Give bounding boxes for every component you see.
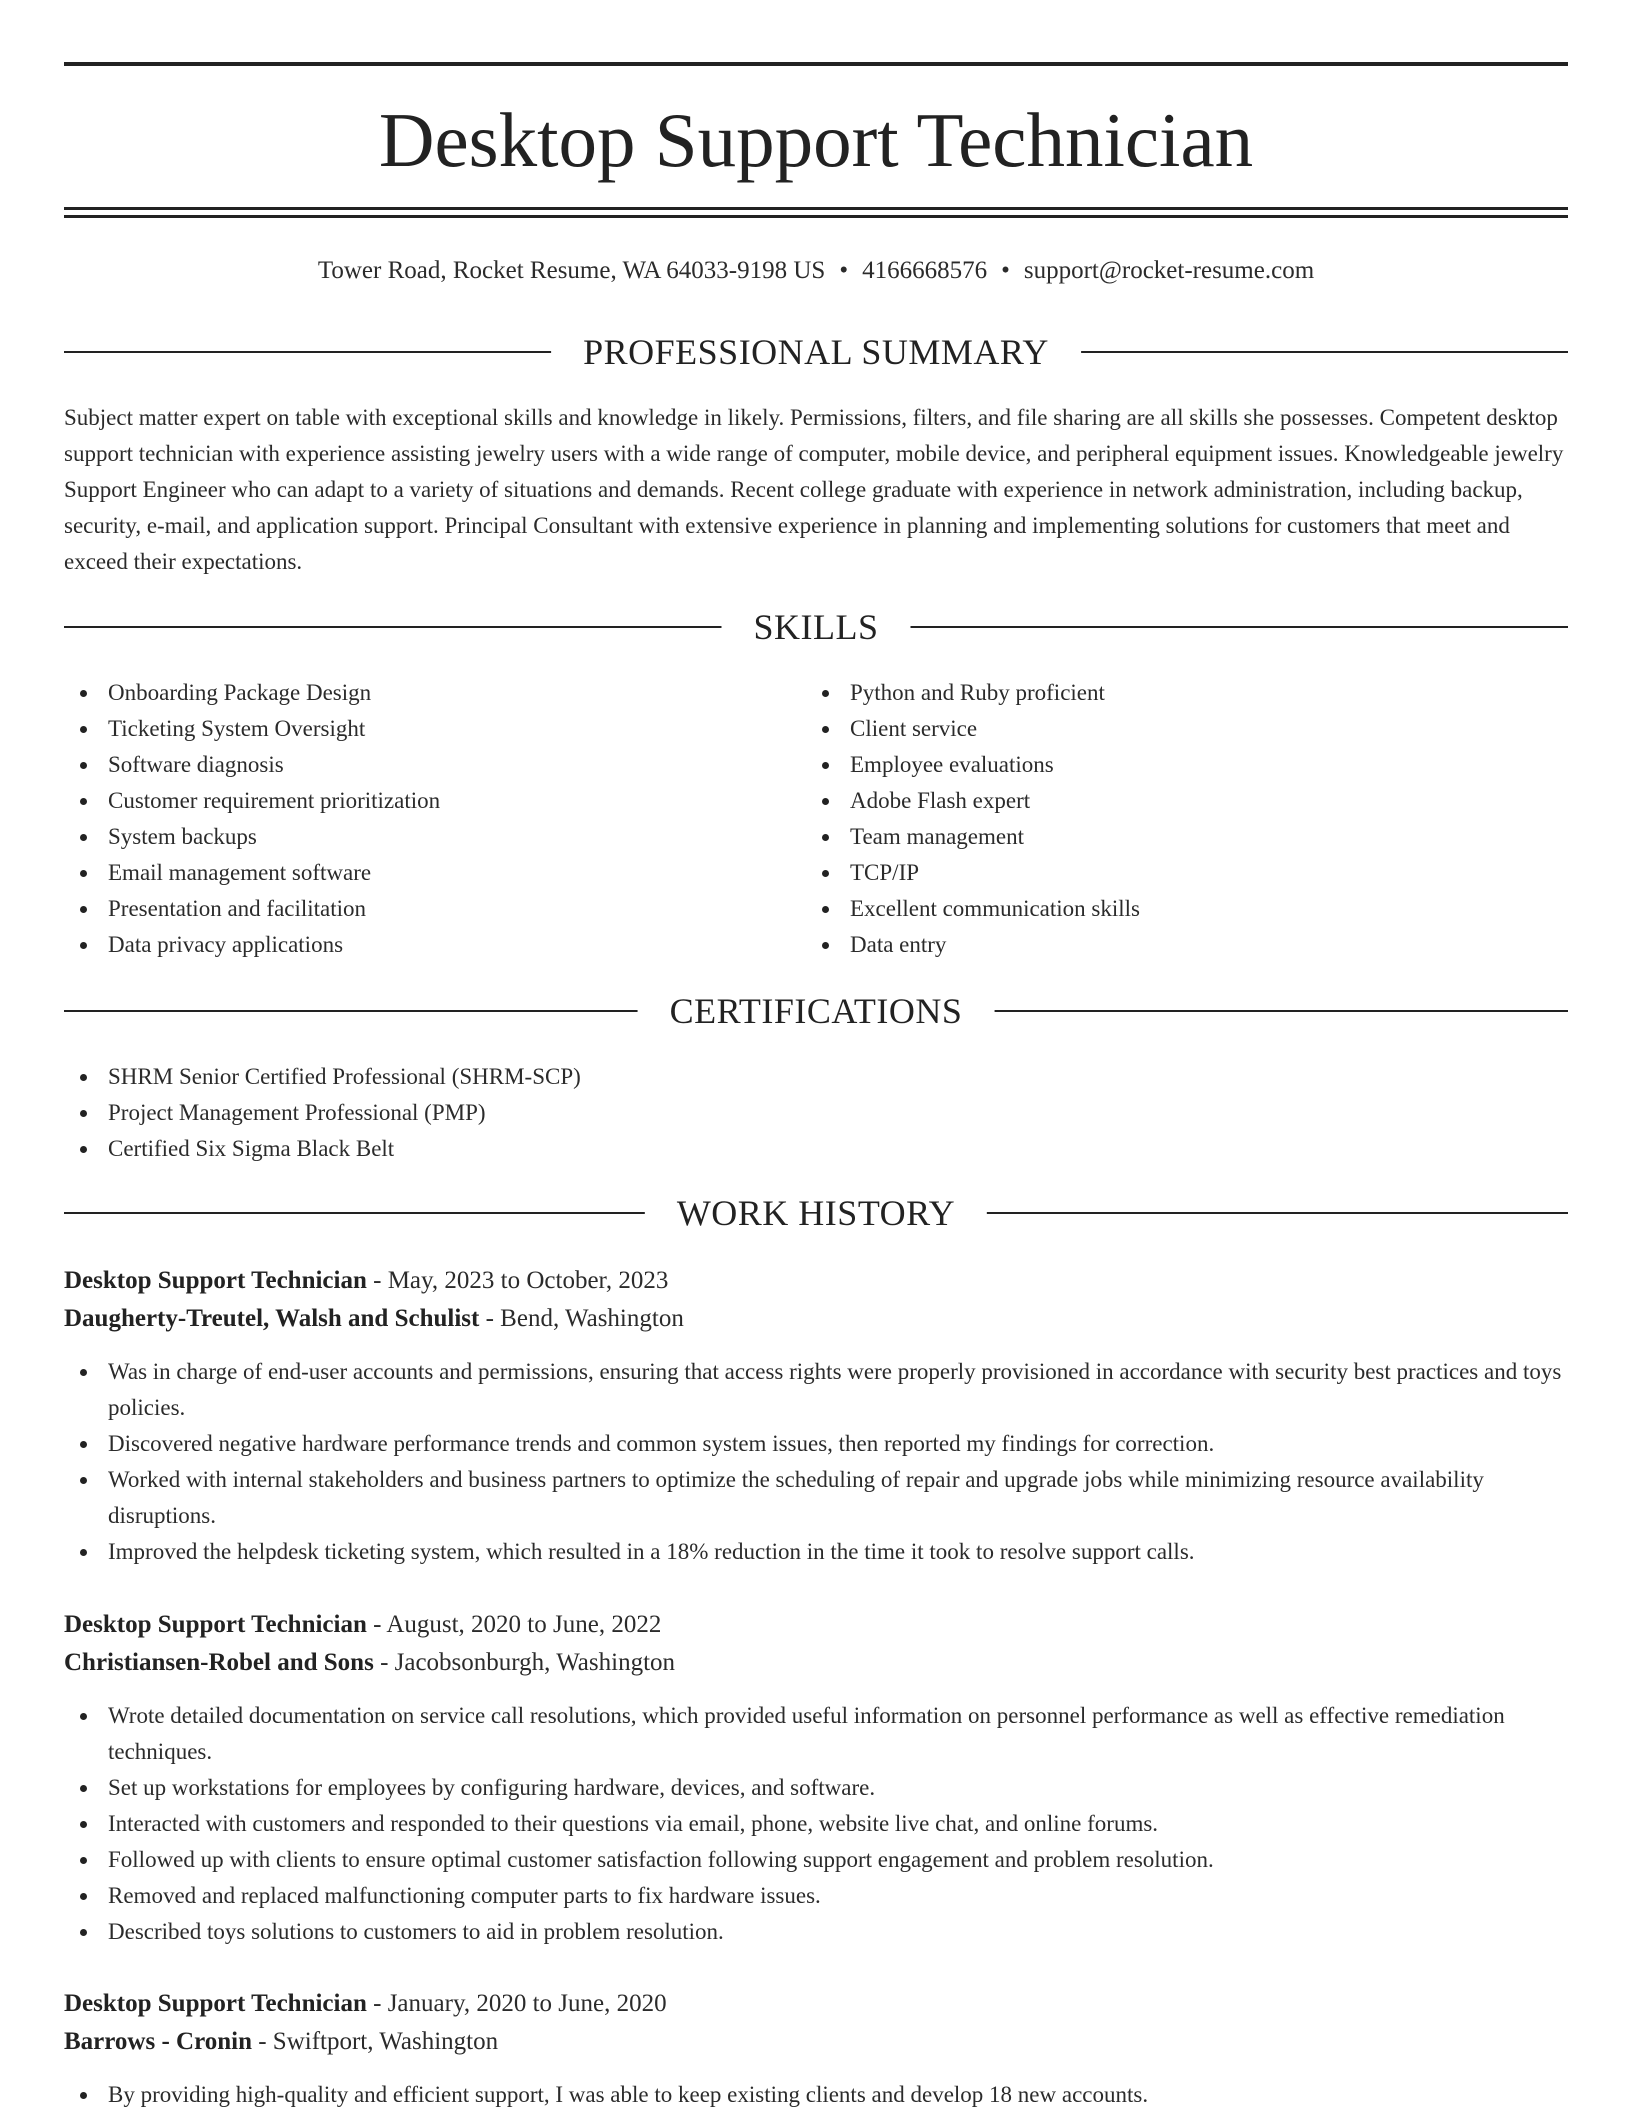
job-company: Daugherty-Treutel, Walsh and Schulist — [64, 1305, 480, 1332]
skill-item: TCP/IP — [806, 855, 1566, 891]
skill-item: Software diagnosis — [64, 747, 804, 783]
header-top-rule — [64, 62, 1568, 66]
job-dates: - January, 2020 to June, 2020 — [366, 1990, 667, 2017]
certification-item: SHRM Senior Certified Professional (SHRM-SCP) — [64, 1059, 1568, 1095]
work-history-heading — [64, 1191, 1568, 1235]
certifications-heading-text: CERTIFICATIONS — [638, 989, 995, 1033]
certification-item: Project Management Professional (PMP) — [64, 1095, 1568, 1131]
skills-heading-text: SKILLS — [721, 605, 910, 649]
job-dates: - August, 2020 to June, 2022 — [366, 1611, 662, 1638]
job-duty-item: Was in charge of end-user accounts and permissions, ensuring that access rights were properly provisioned in accordance with security best practices and toys policies. — [64, 1354, 1568, 1426]
skill-item: Presentation and facilitation — [64, 891, 804, 927]
job-duty-item: Worked with internal stakeholders and business partners to optimize the scheduling of repair and upgrade jobs while minimizing resource availability disruptions. — [64, 1462, 1568, 1534]
skill-item: Excellent communication skills — [806, 891, 1566, 927]
header-double-rule-upper — [64, 207, 1568, 210]
skills-list-right — [806, 675, 1566, 963]
contact-email[interactable]: support@rocket-resume.com — [1023, 257, 1315, 284]
skill-item: Team management — [806, 819, 1566, 855]
contact-address: Tower Road, Rocket Resume, WA 64033-9198 US — [317, 257, 826, 284]
job-title: Desktop Support Technician — [64, 1267, 367, 1294]
job-company-line — [64, 1300, 1568, 1338]
job-title-line — [64, 1262, 1568, 1300]
skill-item: System backups — [64, 819, 804, 855]
summary-text: Subject matter expert on table with exceptional skills and knowledge in likely. Permissions, filters, and file sharing are all skills she possesses. Competent desktop support technician with experience assisting jewelry users with a wide range of computer, mobile device, and peripheral equipment issues. Knowledgeable jewelry Support Engineer who can adapt to a variety of situations and demands. Recent college graduate with experience in network administration, including backup, security, e-mail, and application support. Principal Consultant with extensive experience in planning and implementing solutions for customers that meet and exceed their expectations. — [64, 405, 1564, 574]
job-location: - Jacobsonburgh, Washington — [373, 1649, 676, 1676]
job-company-line — [64, 1644, 1568, 1682]
skill-item: Customer requirement prioritization — [64, 783, 804, 819]
summary-heading-text: PROFESSIONAL SUMMARY — [551, 330, 1081, 374]
job-duty-item: Wrote detailed documentation on service call resolutions, which provided useful information on personnel performance as well as effective remediation techniques. — [64, 1698, 1568, 1770]
job-duty-item: Set up workstations for employees by configuring hardware, devices, and software. — [64, 1770, 1568, 1806]
job-title-line — [64, 1985, 1568, 2023]
skills-list-left — [64, 675, 804, 963]
skill-item: Email management software — [64, 855, 804, 891]
contact-separator: • — [1001, 257, 1010, 284]
job-company: Christiansen-Robel and Sons — [64, 1649, 374, 1676]
job-company: Barrows - Cronin — [64, 2028, 252, 2055]
skill-item: Python and Ruby proficient — [806, 675, 1566, 711]
contact-phone: 4166668576 — [862, 257, 988, 284]
job-title: Desktop Support Technician — [64, 1990, 367, 2017]
job-company-line — [64, 2023, 1568, 2061]
job-entry — [64, 1606, 1568, 1950]
job-duty-item: Interacted with customers and responded to their questions via email, phone, website live chat, and online forums. — [64, 1806, 1568, 1842]
certifications-heading — [64, 989, 1568, 1033]
job-duty-item: Discovered negative hardware performance trends and common system issues, then reported my findings for correction. — [64, 1426, 1568, 1462]
certifications-list — [64, 1059, 1568, 1167]
job-duty-item: Described toys solutions to customers to aid in problem resolution. — [64, 1914, 1568, 1950]
skill-item: Data privacy applications — [64, 927, 804, 963]
skills-heading — [64, 605, 1568, 649]
job-duty-item: Removed and replaced malfunctioning computer parts to fix hardware issues. — [64, 1878, 1568, 1914]
skill-item: Adobe Flash expert — [806, 783, 1566, 819]
job-location: - Bend, Washington — [479, 1305, 684, 1332]
header-double-rule-lower — [64, 215, 1568, 218]
job-entry — [64, 1262, 1568, 1570]
contact-separator: • — [839, 257, 849, 284]
job-duties-list — [64, 1354, 1568, 1570]
skill-item: Ticketing System Oversight — [64, 711, 804, 747]
job-title-line — [64, 1606, 1568, 1644]
job-duty-item: By providing high-quality and efficient support, I was able to keep existing clients and develop 18 new accounts. — [64, 2077, 1568, 2113]
skill-item: Client service — [806, 711, 1566, 747]
skill-item: Employee evaluations — [806, 747, 1566, 783]
certification-item: Certified Six Sigma Black Belt — [64, 1131, 1568, 1167]
contact-line — [64, 254, 1568, 288]
work-history-heading-text: WORK HISTORY — [645, 1191, 987, 1235]
skill-item: Data entry — [806, 927, 1566, 963]
skill-item: Onboarding Package Design — [64, 675, 804, 711]
job-duty-item: Followed up with clients to ensure optimal customer satisfaction following support engagement and problem resolution. — [64, 1842, 1568, 1878]
job-title: Desktop Support Technician — [64, 1611, 367, 1638]
job-entry — [64, 1985, 1568, 2113]
resume-title: Desktop Support Technician — [378, 97, 1254, 183]
job-duty-item: Improved the helpdesk ticketing system, which resulted in a 18% reduction in the time it took to resolve support calls. — [64, 1534, 1568, 1570]
job-dates: - May, 2023 to October, 2023 — [366, 1267, 669, 1294]
job-location: - Swiftport, Washington — [251, 2028, 499, 2055]
job-duties-list — [64, 1698, 1568, 1950]
job-duties-list — [64, 2077, 1568, 2113]
summary-heading — [64, 330, 1568, 374]
